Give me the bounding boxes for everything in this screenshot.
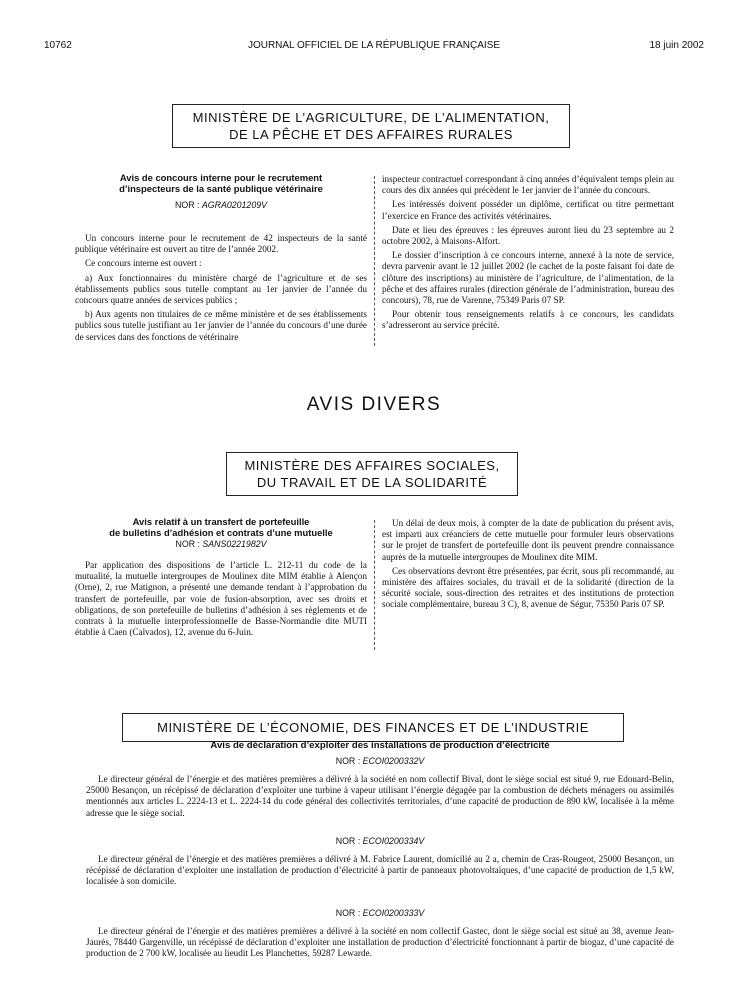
nor-label: NOR : — [175, 539, 200, 549]
issue-date: 18 juin 2002 — [649, 40, 704, 51]
notice2-left-column — [75, 516, 367, 641]
paragraph: Pour obtenir tous renseignements relatifs à ce concours, les candidats s’adresseront au service précité. — [382, 309, 674, 331]
ministry-economy-line1: MINISTÈRE DE L’ÉCONOMIE, DES FINANCES ET DE L’INDUSTRIE — [157, 720, 589, 735]
ministry-social-line2: DU TRAVAIL ET DE LA SOLIDARITÉ — [256, 475, 488, 490]
paragraph: Date et lieu des épreuves : les épreuves auront lieu du 23 septembre au 2 octobre 2002, à Maisons-Alfort. — [382, 224, 674, 247]
paragraph: Le dossier d’inscription à ce concours interne, annexé à la note de service, devra parvenir avant le 12 juillet 2002 (le cachet de la poste faisant foi date de clôture des inscriptions) au ministère de l’agriculture, de l’alimentation, de la pêche et des affaires rurales (direction générale de l’administration, bureau des concours), 78, rue de Varenne, 75349 Paris 07 SP. — [382, 250, 674, 306]
nor-label: NOR : — [335, 908, 361, 918]
paragraph: Les intéressés doivent posséder un diplôme, certificat ou titre permettant l’exercice en France des activités vétérinaires. — [382, 199, 674, 221]
notice2-nor — [75, 539, 367, 550]
notice3-title: Avis de déclaration d’exploiter des installations de production d’électricité — [210, 740, 550, 751]
notice2-title — [75, 516, 367, 538]
paragraph: Le directeur général de l’énergie et des matières premières a délivré à la société en nom collectif Gastec, dont le siège social est situé au 38, avenue Jean-Jaurès, 78440 Gargenville, un récépissé de déclaration d’exploiter une installation de production d’électricité fonctionnant à partir de biogaz, d’une capacité de production de 2 700 kW, localisée au lieudit Les Planchettes, 59287 Lewarde. — [86, 926, 674, 959]
paragraph: Par application des dispositions de l’article L. 212-11 du code de la mutualité, la mutuelle intergroupes de Moulinex dite MIM établie à Alençon (Orne), 2, rue Matignon, a présenté une demande tendant à l’approbation du transfert de portefeuille, par voie de fusion-absorption, avec ses droits et obligations, de son portefeuille de bulletins d’adhésion à ses règlements et de contrats à la mutuelle interprofessionnelle de Basse-Normandie dite MUTI établie à Caen (Calvados), 12, avenue du 6-Juin. — [75, 560, 367, 638]
ministry-agriculture-line1: MINISTÈRE DE L’AGRICULTURE, DE L’ALIMENTATION, — [192, 110, 550, 125]
nor-code: ECOI0200333V — [362, 908, 425, 918]
notice1-right-column — [382, 174, 674, 335]
notice1-title-line2: d’inspecteurs de la santé publique vétérinaire — [119, 183, 323, 194]
ministry-social-affairs-box — [226, 452, 518, 496]
nor-code: ECOI0200332V — [362, 756, 425, 766]
ministry-social-line1: MINISTÈRE DES AFFAIRES SOCIALES, — [244, 458, 500, 473]
column-divider — [374, 520, 375, 650]
notice2-title-line1: Avis relatif à un transfert de portefeuille — [132, 516, 310, 527]
nor-code: SANS0221982V — [202, 539, 267, 549]
paragraph: b) Aux agents non titulaires de ce même ministère et de ses établissements publics sous tutelle justifiant au 1er janvier de l’année du concours d’une durée de services dans des fonctions de vétérinaire — [75, 309, 367, 342]
notice2-title-line2: de bulletins d’adhésion et contrats d’une mutuelle — [109, 527, 333, 538]
paragraph: inspecteur contractuel correspondant à cinq années d’équivalent temps plein au cours des dix années qui précèdent le 1er janvier de l’année du concours. — [382, 174, 674, 196]
nor-code: AGRA0201209V — [201, 200, 267, 210]
notice3-entry2 — [86, 854, 674, 888]
nor-label: NOR : — [335, 836, 361, 846]
page-header — [44, 40, 704, 54]
nor-label: NOR : — [175, 200, 200, 210]
notice1-title — [75, 172, 367, 194]
column-divider — [374, 176, 375, 346]
notice3-entry3 — [86, 926, 674, 960]
nor-code: ECOI0200334V — [362, 836, 425, 846]
page-number: 10762 — [44, 40, 72, 51]
notice3-entry2-nor — [86, 836, 674, 846]
journal-title: JOURNAL OFFICIEL DE LA RÉPUBLIQUE FRANÇAISE — [247, 40, 501, 51]
paragraph: Ce concours interne est ouvert : — [85, 258, 202, 269]
paragraph: Ces observations devront être présentées, par écrit, sous pli recommandé, au ministère des affaires sociales, du travail et de la solidarité (direction de la sécurité sociale, sous-direction des retraites et des institutions de protection sociale complémentaire, bureau 3 C), 8, avenue de Ségur, 75350 Paris 07 SP. — [382, 565, 674, 610]
nor-label: NOR : — [335, 756, 361, 766]
notice2-right-column — [382, 518, 674, 614]
paragraph: Le directeur général de l’énergie et des matières premières a délivré à M. Fabrice Laurent, domicilié au 2 a, chemin de Cras-Rougeot, 25000 Besançon, un récépissé de déclaration d’exploiter une installation de production d’électricité à partir de panneaux photovoltaïques, d’une capacité de production de 1,5 kW, localisée à son domicile. — [86, 854, 674, 887]
ministry-economy-box — [122, 713, 624, 742]
notice3-entry1 — [86, 774, 674, 819]
paragraph: Un concours interne pour le recrutement de 42 inspecteurs de la santé publique vétérinaire est ouvert au titre de l’année 2002. — [75, 233, 367, 255]
paragraph: Le directeur général de l’énergie et des matières premières a délivré à la société en nom collectif Bival, dont le siège social est situé 9, rue Edouard-Belin, 25000 Besançon, un récépissé de déclaration d’exploiter une turbine à vapeur utilisant l’énergie dégagée par la combustion de déchets ménagers ou assimilés mentionnés aux articles L. 2224-13 et L. 2224-14 du code général des collectivités territoriales, d’une capacité de production de 890 kW, localisée à la même adresse que le siège social. — [86, 774, 674, 818]
notice3-entry3-nor — [86, 908, 674, 918]
ministry-agriculture-line2: DE LA PÊCHE ET DES AFFAIRES RURALES — [229, 127, 513, 142]
notice1-title-line1: Avis de concours interne pour le recrutement — [119, 172, 323, 183]
notice1-left-column — [75, 172, 367, 346]
section-heading: AVIS DIVERS — [306, 394, 442, 415]
notice3-entry1-nor — [86, 756, 674, 766]
ministry-agriculture-box — [172, 104, 570, 148]
paragraph: Un délai de deux mois, à compter de la date de publication du présent avis, est imparti aux créanciers de cette mutuelle pour formuler leurs observations sur le projet de transfert de portefeuille dont ils peuvent prendre connaissance auprès de la mutuelle intergroupes de Moulinex dite MIM. — [382, 518, 674, 562]
notice1-nor — [75, 200, 367, 211]
paragraph: a) Aux fonctionnaires du ministère chargé de l’agriculture et de ses établissements publics sous tutelle comptant au 1er janvier de l’année du concours quatre années de services publics ; — [75, 272, 367, 306]
